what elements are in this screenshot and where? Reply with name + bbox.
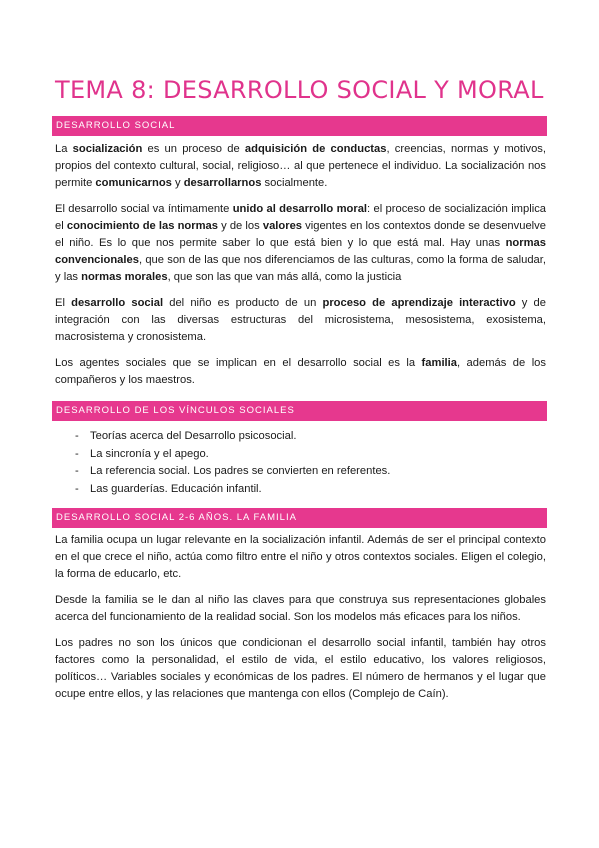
list-item — [55, 428, 390, 446]
bold-term: familia — [421, 357, 457, 369]
bullet-dash: - — [75, 447, 79, 460]
paragraph — [55, 355, 546, 389]
bold-term: comunicarnos — [95, 177, 172, 189]
text-run: y de los — [217, 220, 263, 232]
list-item — [55, 463, 390, 481]
text-run: socialmente. — [261, 177, 328, 189]
paragraph — [55, 532, 546, 583]
bold-term: conocimiento de las normas — [66, 220, 218, 232]
text-run: , creencias, normas y motivos, propios del contexto cultural, social, religioso… al que pertenece el individuo. La socialización nos permite — [55, 143, 546, 189]
text-run: , además de los compañeros y los maestros. — [55, 357, 546, 386]
paragraph — [55, 201, 546, 286]
text-run: La familia ocupa un lugar relevante en la socialización infantil. Además de ser el principal contexto en el que crece el niño, actúa como filtro entre el niño y otros contextos sociales. Eligen el colegio, la forma de educarlo, etc. — [55, 534, 546, 580]
list-item-text: Las guarderías. Educación infantil. — [90, 482, 262, 495]
text-run: vigentes en los contextos donde se desenvuelve el niño. Es lo que nos permite saber lo que está bien y lo que está mal. Hay unas — [55, 220, 546, 249]
bullet-dash: - — [75, 482, 79, 495]
text-run: Los padres no son los únicos que condicionan el desarrollo social infantil, también hay otros factores como la personalidad, el estilo de vida, el estilo educativo, los valores religiosos, políticos… Variables sociales y económicas de los padres. El número de hermanos y el lugar que ocupe entre ellos, y las relaciones que mantenga con ellos (Complejo de Caín). — [55, 637, 546, 700]
bold-term: valores — [262, 220, 303, 232]
text-run: La — [55, 143, 73, 155]
bullet-list — [55, 428, 390, 498]
list-item-text: La referencia social. Los padres se convierten en referentes. — [90, 465, 391, 477]
list-item — [55, 446, 390, 464]
bullet-dash: - — [75, 465, 79, 477]
text-run: , que son de las que nos diferenciamos de las culturas, como la forma de saludar, y las — [55, 254, 546, 283]
list-item — [55, 481, 390, 499]
list-item-text: La sincronía y el apego. — [90, 447, 209, 460]
bold-term: socialización — [72, 143, 143, 155]
paragraph — [55, 295, 546, 346]
bold-term: normas convencionales — [55, 237, 546, 266]
section-heading-desarrollo-social: DESARROLLO SOCIAL — [52, 116, 547, 136]
text-run: Los agentes sociales que se implican en el desarrollo social es la — [55, 357, 422, 369]
page-title: TEMA 8: DESARROLLO SOCIAL Y MORAL — [55, 76, 544, 104]
bold-term: unido al desarrollo moral — [232, 203, 368, 215]
section-heading-vinculos-sociales: DESARROLLO DE LOS VÍNCULOS SOCIALES — [52, 401, 547, 421]
text-run: El desarrollo social va íntimamente — [55, 203, 233, 215]
paragraph — [55, 635, 546, 703]
text-run: : el proceso de socialización implica el — [55, 203, 547, 232]
bold-term: desarrollarnos — [183, 177, 262, 189]
text-run: del niño es producto de un — [163, 297, 323, 309]
section-heading-familia: DESARROLLO SOCIAL 2-6 AÑOS. LA FAMILIA — [52, 508, 547, 528]
bold-term: normas morales — [81, 271, 168, 283]
text-run: , que son las que van más allá, como la justicia — [167, 271, 402, 283]
text-run: es un proceso de — [142, 143, 245, 155]
bold-term: adquisición de conductas — [244, 143, 387, 155]
text-run: El — [55, 297, 72, 309]
text-run: y de integración con las diversas estructuras del microsistema, mesosistema, exosistema, macrosistema y cronosistema. — [55, 297, 546, 343]
text-run: y — [171, 177, 184, 189]
paragraph — [55, 592, 546, 626]
bold-term: proceso de aprendizaje interactivo — [322, 297, 516, 309]
list-item-text: Teorías acerca del Desarrollo psicosocial. — [90, 430, 297, 442]
bold-term: desarrollo social — [71, 297, 164, 309]
paragraph — [55, 141, 546, 192]
bullet-dash: - — [75, 430, 79, 442]
text-run: Desde la familia se le dan al niño las claves para que construya sus representaciones globales acerca del funcionamiento de la realidad social. Son los modelos más eficaces para los niños. — [55, 594, 546, 623]
